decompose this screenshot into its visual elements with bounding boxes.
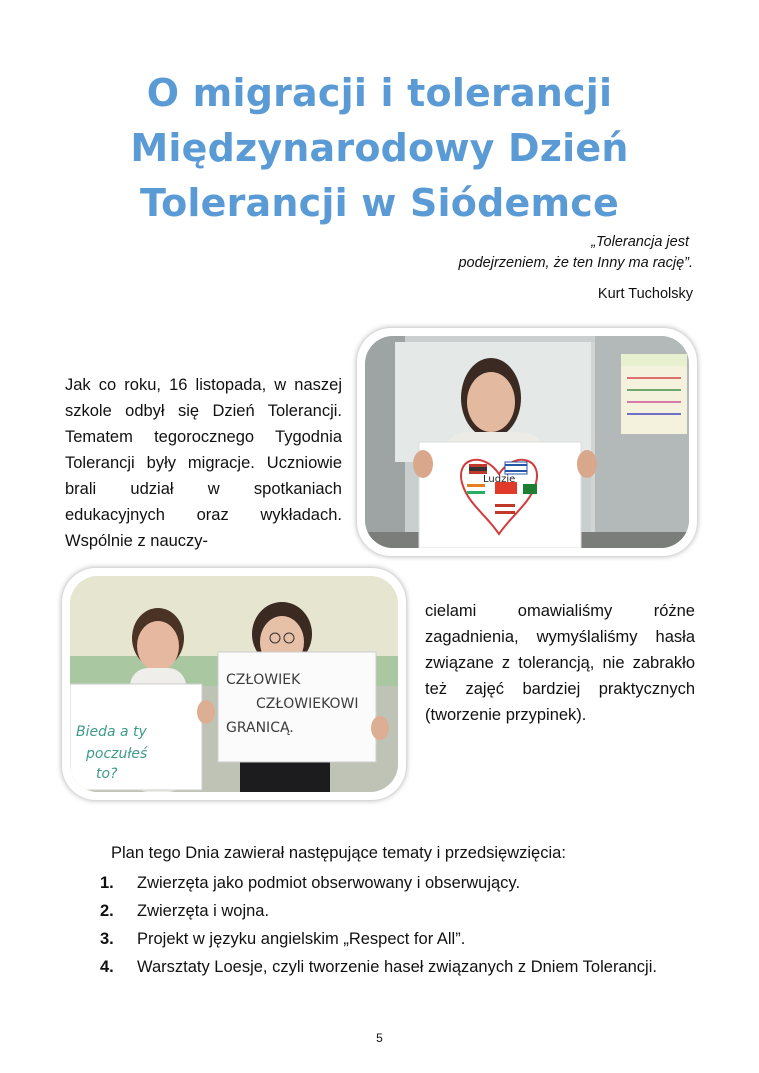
photo-1-image [365,336,689,548]
epigraph-quote [458,232,693,274]
photo-2-sign-left-line-3: to? [96,766,118,782]
plan-list [100,870,680,982]
quote-author: Kurt Tucholsky [597,286,693,302]
title-line-3: Tolerancji w Siódemce [140,181,619,225]
plan-intro: Plan tego Dnia zawierał następujące tematy i przedsięwzięcia: [111,844,566,862]
article-paragraph-2: cielami omawialiśmy różne zagadnienia, wymyślaliśmy hasła związane z tolerancją, nie zabrakło też zajęć bardziej praktycznych (tworzenie przypinek). [425,602,695,724]
list-item-text: Projekt w języku angielskim „Respect for All”. [137,930,466,948]
list-item-number: 4. [100,958,114,976]
list-item [100,898,680,925]
photo-2-sign-left-line-1: Bieda a ty [76,724,147,740]
list-item [100,926,680,953]
photo-2-sign-left-line-2: poczułeś [86,746,148,762]
list-item [100,870,680,897]
list-item-text: Zwierzęta i wojna. [137,902,270,920]
list-item-text: Zwierzęta jako podmiot obserwowany i obserwujący. [137,874,521,892]
quote-line-2: podejrzeniem, że ten Inny ma rację”. [458,255,693,271]
title-line-1: O migracji i tolerancji [146,71,613,115]
list-item-number: 3. [100,930,114,948]
list-item [100,954,680,981]
photo-2-sign-right-line-1: CZŁOWIEK [226,672,301,688]
photo-student-with-flags-poster [357,328,697,556]
quote-line-1: „Tolerancja jest [591,234,689,250]
photo-2-sign-right-line-3: GRANICĄ. [226,720,294,736]
page-number: 5 [376,1031,383,1045]
list-item-number: 1. [100,874,114,892]
list-item-text: Warsztaty Loesje, czyli tworzenie haseł związanych z Dniem Tolerancji. [137,958,657,976]
photo-students-with-slogans [62,568,406,800]
title-line-2: Międzynarodowy Dzień [130,126,629,170]
photo-2-image [70,576,398,792]
list-item-number: 2. [100,902,114,920]
photo-2-sign-right-line-2: CZŁOWIEKOWI [256,696,359,712]
photo-1-sign-text: Ludzie [483,474,516,485]
page-title [0,66,759,231]
article-paragraph-1: Jak co roku, 16 listopada, w naszej szkole odbył się Dzień Tolerancji. Tematem tegorocznego Tygodnia Tolerancji były migracje. Uczniowie brali udział w spotkaniach edukacyjnych oraz wykładach. Wspólnie z nauczy- [65,376,342,550]
